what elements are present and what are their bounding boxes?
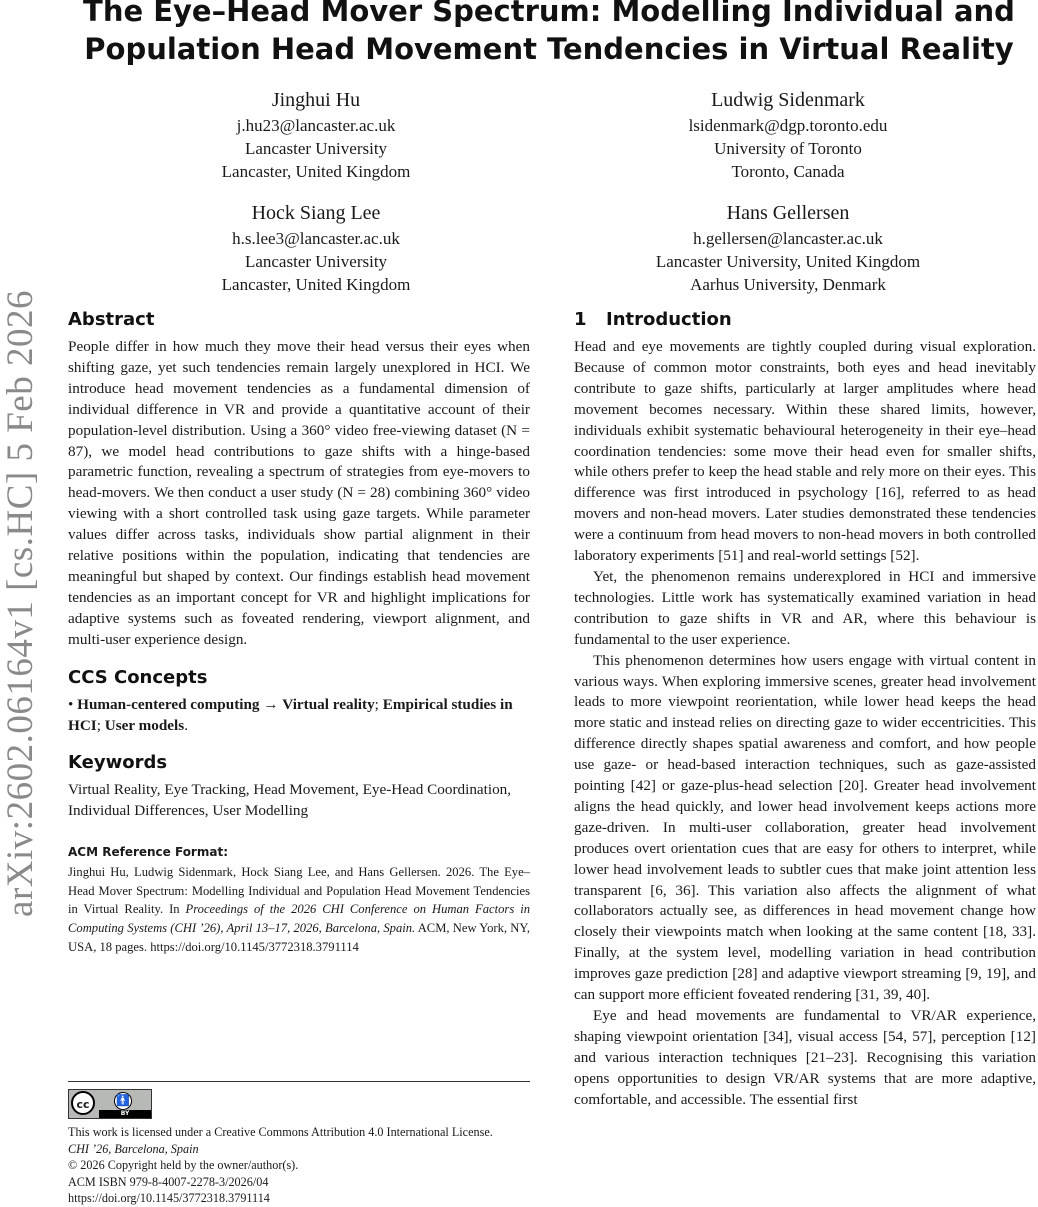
keywords-heading: Keywords [68,752,168,774]
ccs-end: . [184,716,188,734]
license-divider [68,1081,530,1082]
ccs-item: Virtual reality [282,695,375,713]
abstract-text: People differ in how much they move their head versus their eyes when shifting gaze, yet such tendencies remain largely unexplored in HCI. We introduce head movement tendencies as a fundamental dimension of individual difference in VR and provide a quantitative account of their population-level distribution. Using a 360° video free-viewing dataset (N = 87), we model head contributions to gaze shifts with a hinge-based parametric function, revealing a spectrum of strategies from eye-movers to head-movers. We then conduct a user study (N = 28) combining 360° video viewing with a short controlled task using gaze targets. While parameter values differ across tasks, individuals show partial alignment in their relative positions within the population, indicating that tendencies are meaningful but shaped by context. Our findings establish head movement tendencies as an important concept for VR and highlight implications for adaptive systems such as foveated rendering, viewport alignment, and multi-user experience design. [68,338,530,648]
author-name: Jinghui Hu [271,89,361,111]
by-label: BY [99,1110,151,1118]
doi-line: https://doi.org/10.1145/3772318.3791114 [68,1191,270,1206]
intro-paragraph: This phenomenon determines how users engage with virtual content in various ways. When exploring immersive scenes, greater head involvement leads to more viewpoint reorientation, while lower head keeps the head more static and instead relies on directing gaze to wider eccentricities. This difference directly shapes spatial awareness and comfort, and how people use gaze- or head-based interaction techniques, such as gaze-assisted pointing [42] or gaze-plus-head selection [20]. Greater head involvement aligns the head quickly, and lower head involvement keeps actions more gaze-driven. In multi-user collaboration, greater head involvement produces overt orientation cues that are easy for others to interpret, while lower head involvement leads to subtler cues that make joint attention less transparent [6, 36]. This variation also affects the alignment of what collaborators actually see, as differences in head movement change how closely their viewpoints match when looking at the same content [18, 33]. Finally, at the system level, modelling variation in head contribution improves gaze prediction [28] and adaptive viewport streaming [9, 19], and can support more efficient foveated rendering [31, 39, 40]. [574,651,1036,1004]
person-icon: 🚹 [114,1092,132,1110]
ccs-separator: ; [374,695,379,713]
acm-reference-part: ACM, New York, NY, USA, 18 pages. https://doi.org/10.1145/3772318.3791114 [68,921,530,954]
paper-title [60,0,1038,68]
ccs-item: Empirical studies in HCI [68,695,513,734]
acm-reference-heading: ACM Reference Format: [68,845,228,860]
keywords-text: Virtual Reality, Eye Tracking, Head Movement, Eye-Head Coordination, Individual Differences, User Modelling [68,781,512,820]
intro-paragraph: Yet, the phenomenon remains underexplored in HCI and immersive technologies. Little work has systematically examined variation in head contribution to gaze shifts in VR and AR, where this behaviour is fundamental to the user experience. [574,567,1036,648]
abstract-heading: Abstract [68,309,155,330]
right-column [574,308,1036,1111]
author-email: h.s.lee3@lancaster.ac.uk [232,229,400,248]
arxiv-stamp [0,272,40,934]
author-name: Hans Gellersen [726,202,850,224]
cc-by-badge [68,1089,152,1119]
author-affiliation: Lancaster University, United Kingdom [655,252,921,271]
isbn-line: ACM ISBN 979-8-4007-2278-3/2026/04 [68,1174,269,1189]
author-email: lsidenmark@dgp.toronto.edu [688,116,888,135]
title-line-2: Population Head Movement Tendencies in Virtual Reality [84,32,1014,66]
author-block [568,88,1008,183]
ccs-separator: ; [96,716,101,734]
venue-line: CHI ’26, Barcelona, Spain [68,1141,199,1156]
title-line-1: The Eye–Head Mover Spectrum: Modelling Individual and [83,0,1015,28]
license-statement: This work is licensed under a Creative Commons Attribution 4.0 International License. [68,1125,493,1139]
ccs-item: User models [104,716,185,734]
copyright-line: © 2026 Copyright held by the owner/author(s). [68,1158,299,1173]
author-block [96,201,536,296]
acm-reference-proceedings: Proceedings of the 2026 CHI Conference on Human Factors in Computing Systems (CHI ’26), April 13–17, 2026, Barcelona, Spain. [68,902,530,935]
author-email: h.gellersen@lancaster.ac.uk [693,229,883,248]
ccs-concepts [68,695,530,737]
ccs-heading: CCS Concepts [68,666,208,688]
author-name: Ludwig Sidenmark [711,89,865,111]
cc-icon: cc [71,1091,95,1115]
author-affiliation: University of Toronto [714,139,862,158]
author-email: j.hu23@lancaster.ac.uk [236,116,396,135]
introduction-heading [574,308,1036,332]
acm-reference-text [68,863,530,956]
author-affiliation: Lancaster University [244,139,388,158]
author-name: Hock Siang Lee [251,202,381,224]
ccs-bullet: • [68,695,74,713]
ccs-arrow: → [263,695,279,713]
section-title: Introduction [606,309,732,330]
acm-reference [68,844,530,956]
acm-reference-part: Jinghui Hu, Ludwig Sidenmark, Hock Siang Lee, and Hans Gellersen. 2026. The Eye–Head Mover Spectrum: Modelling Individual and Population Head Movement Tendencies in Virtual Reality. In [68,865,530,917]
author-location: Aarhus University, Denmark [690,275,886,294]
license-block [68,1081,530,1207]
author-location: Toronto, Canada [731,162,845,181]
author-block [96,88,536,183]
author-block [568,201,1008,296]
left-column [68,308,530,956]
section-number: 1 [574,309,587,330]
author-location: Lancaster, United Kingdom [221,162,411,181]
author-affiliation: Lancaster University [244,252,388,271]
ccs-item: Human-centered computing [77,695,260,713]
arxiv-identifier: arXiv:2602.06164v1 [cs.HC] 5 Feb 2026 [0,289,41,917]
intro-paragraph: Eye and head movements are fundamental to VR/AR experience, shaping viewpoint orientation [34], visual access [54, 57], perception [12] and various interaction techniques [21–23]. Recognising this variation opens opportunities to design VR/AR systems that are more adaptive, comfortable, and accessible. The essential first [574,1007,1036,1108]
intro-paragraph: Head and eye movements are tightly coupled during visual exploration. Because of common motor constraints, both eyes and head inevitably contribute to gaze shifts, particularly at larger amplitudes where head movement becomes necessary. Within these shared limits, however, individuals exhibit systematic behavioural heterogeneity in their eye–head coordination tendencies: some move their head even for smaller shifts, while others prefer to keep the head stable and rely more on their eyes. This difference was first introduced in psychology [16], referred to as head movers and non-head movers. Later studies demonstrated these tendencies were a continuum from head movers to non-head movers in both controlled laboratory experiments [51] and real-world settings [52]. [574,338,1036,565]
author-location: Lancaster, United Kingdom [221,275,411,294]
